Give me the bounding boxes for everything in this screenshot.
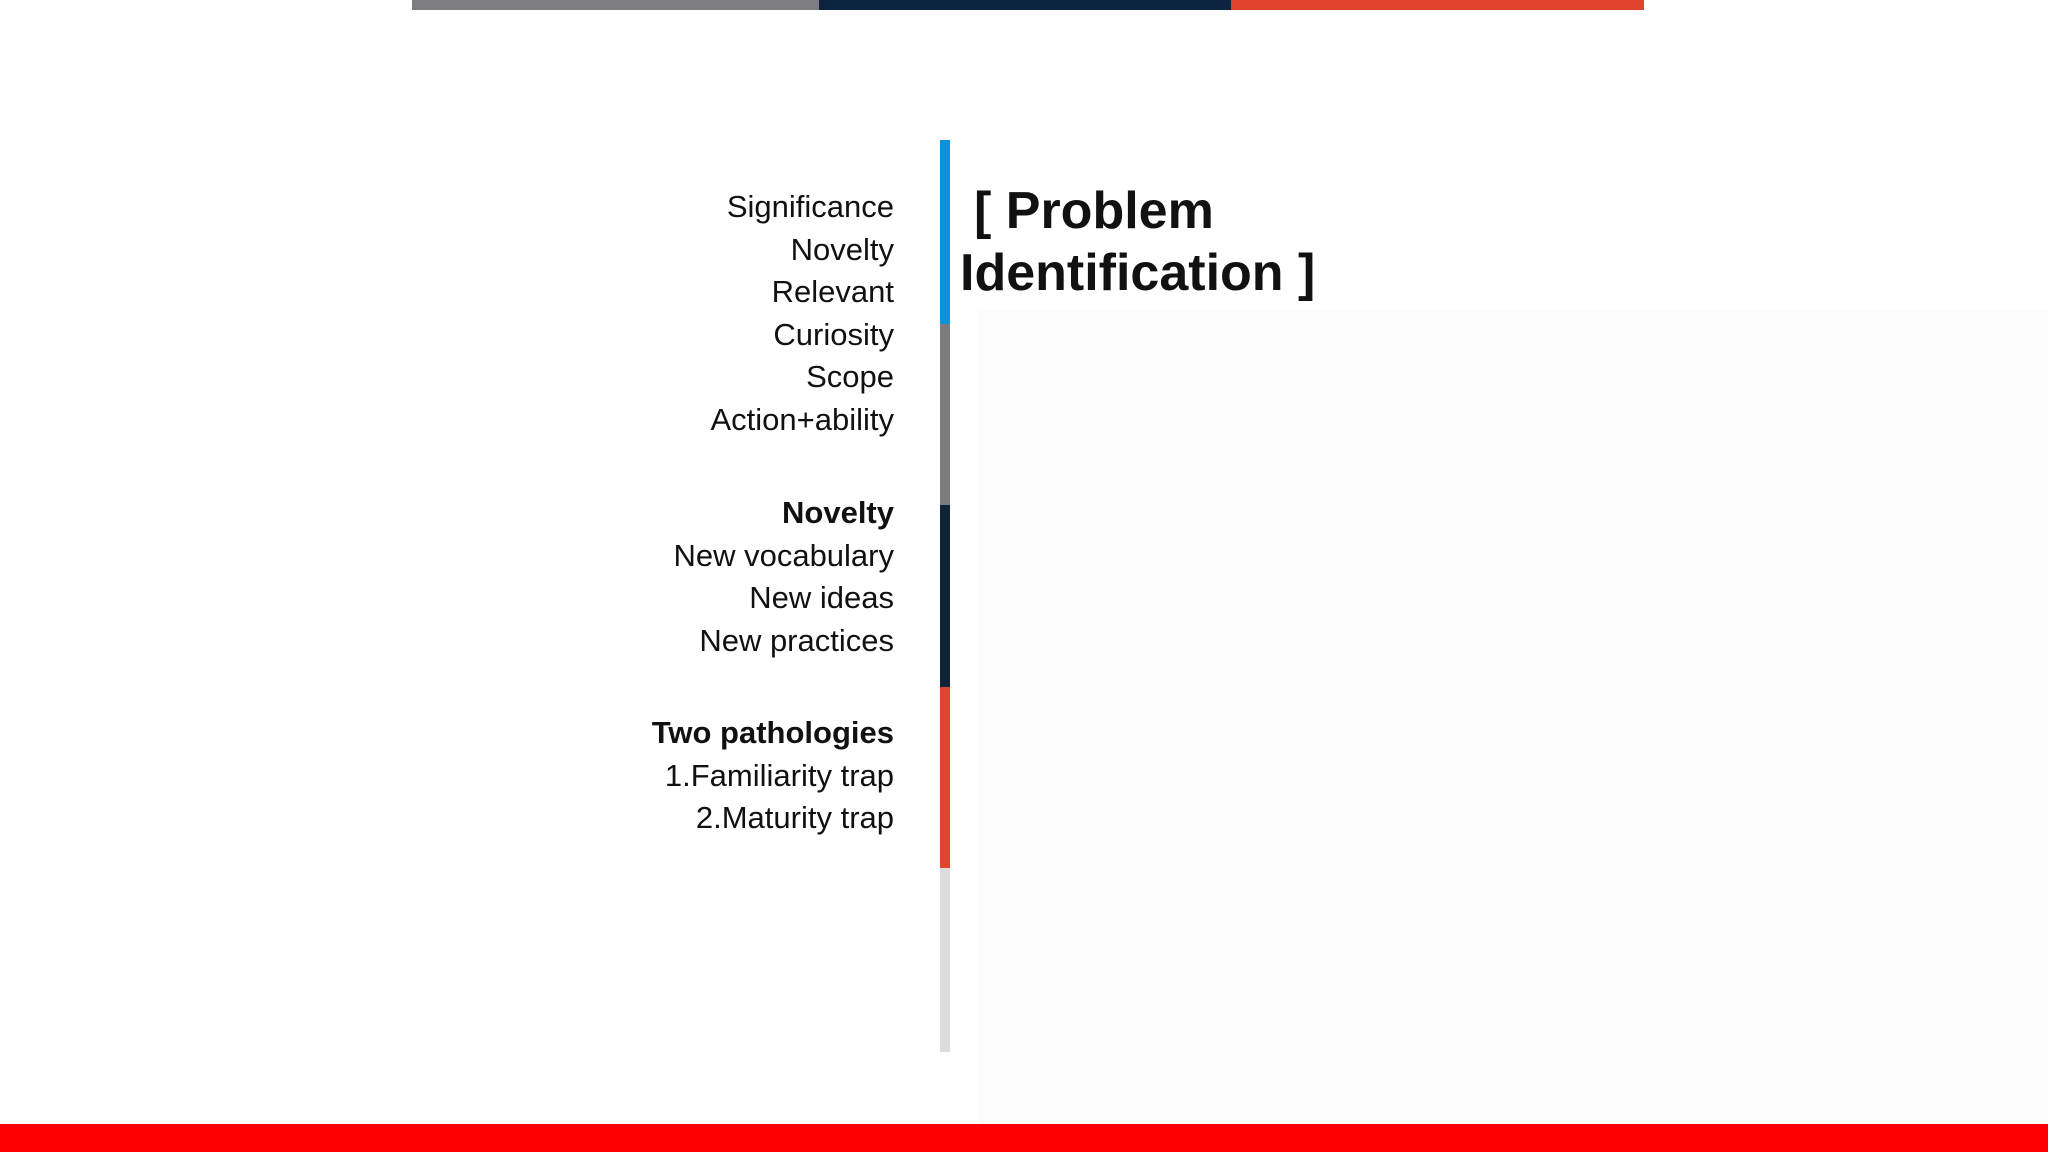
novelty-item: New practices bbox=[699, 622, 894, 658]
novelty-heading: Novelty bbox=[782, 495, 894, 530]
pathology-item: 1.Familiarity trap bbox=[664, 757, 894, 793]
divider-red-segment bbox=[940, 687, 950, 868]
novelty-item: New ideas bbox=[749, 580, 894, 615]
bottom-red-bar bbox=[0, 1124, 2048, 1152]
criteria-item: Significance bbox=[726, 189, 894, 224]
divider-navy-segment bbox=[940, 505, 950, 687]
top-color-bar bbox=[412, 0, 1644, 10]
content-panel bbox=[978, 310, 2048, 1124]
vertical-divider-bar bbox=[940, 140, 950, 1052]
criteria-item: Novelty bbox=[790, 231, 894, 267]
title-line-1: [ Problem bbox=[974, 182, 1214, 240]
pathology-item: 2.Maturity trap bbox=[695, 800, 894, 835]
slide-title bbox=[960, 180, 1315, 304]
pathologies-heading: Two pathologies bbox=[651, 715, 894, 750]
top-bar-gray-segment bbox=[412, 0, 819, 10]
title-line-2: Identification ] bbox=[960, 244, 1316, 302]
criteria-item: Curiosity bbox=[773, 316, 894, 352]
criteria-item: Relevant bbox=[771, 274, 894, 309]
top-bar-red-segment bbox=[1231, 0, 1644, 10]
criteria-list bbox=[710, 186, 894, 441]
divider-light-segment bbox=[940, 868, 950, 1052]
novelty-item: New vocabulary bbox=[673, 537, 894, 573]
top-bar-navy-segment bbox=[819, 0, 1231, 10]
divider-blue-segment bbox=[940, 140, 950, 324]
criteria-item: Action+ability bbox=[710, 401, 894, 437]
novelty-list bbox=[673, 492, 894, 662]
divider-gray-segment bbox=[940, 324, 950, 505]
pathologies-list bbox=[652, 712, 894, 840]
criteria-item: Scope bbox=[806, 359, 894, 394]
